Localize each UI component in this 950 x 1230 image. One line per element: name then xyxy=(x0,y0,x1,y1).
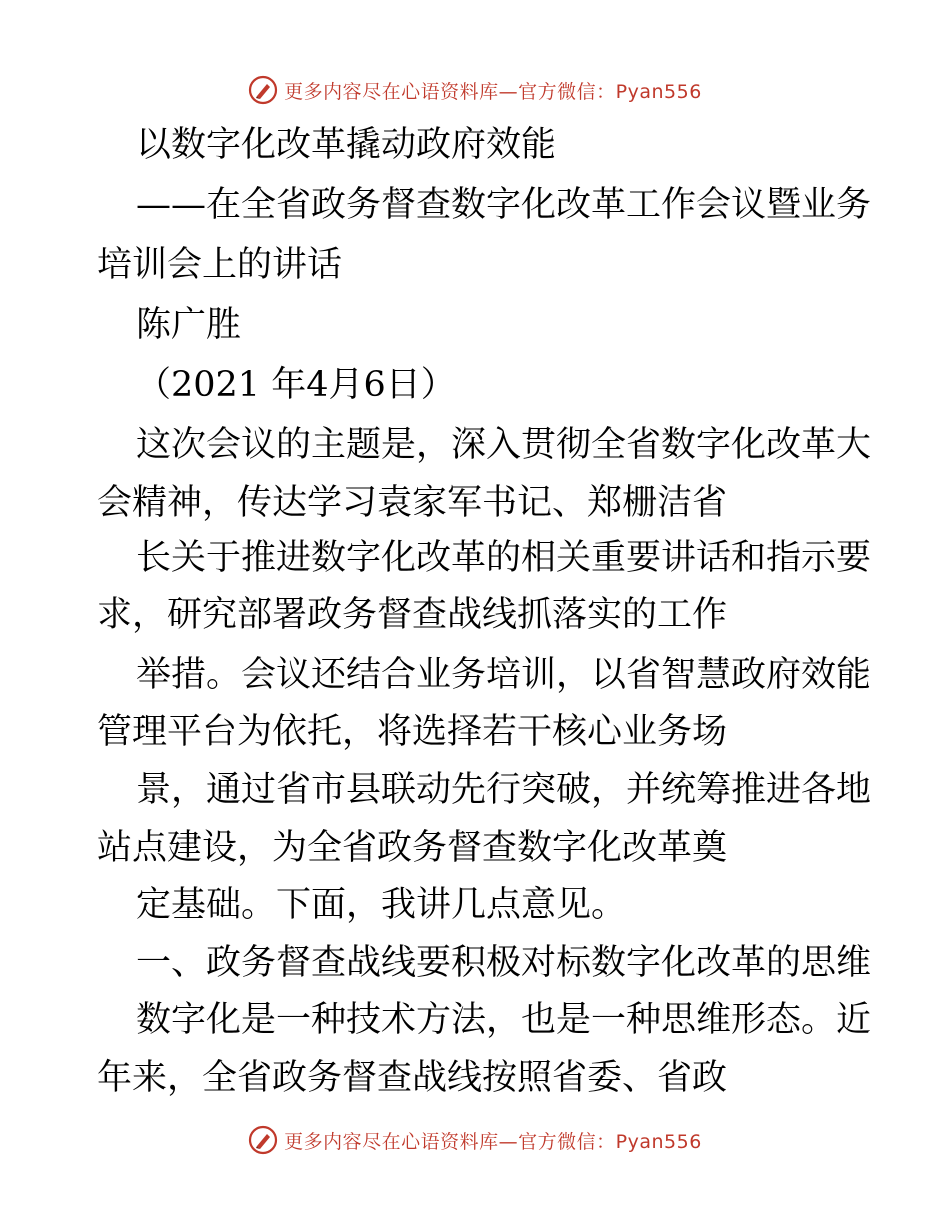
footer-watermark xyxy=(0,1120,950,1160)
body-line: 年来，全省政务督查战线按照省委、省政 xyxy=(97,1058,728,1098)
body-line: 数字化是一种技术方法，也是一种思维形态。近 xyxy=(136,1000,872,1040)
body-line: 定基础。下面，我讲几点意见。 xyxy=(136,885,627,925)
document-subtitle-line-1: ——在全省政务督查数字化改革工作会议暨业务 xyxy=(136,185,872,225)
pen-logo-icon xyxy=(248,75,278,105)
document-author: 陈广胜 xyxy=(136,305,242,345)
header-watermark xyxy=(0,70,950,110)
document-subtitle-line-2: 培训会上的讲话 xyxy=(97,245,343,285)
body-line: 这次会议的主题是，深入贯彻全省数字化改革大 xyxy=(136,425,872,465)
body-line: 举措。会议还结合业务培训，以省智慧政府效能 xyxy=(136,655,872,695)
document-title: 以数字化改革撬动政府效能 xyxy=(136,125,557,165)
watermark-text: 更多内容尽在心语资料库—官方微信：Pyan556 xyxy=(284,1130,702,1153)
document-date: （2021 年4月6日） xyxy=(136,365,456,405)
body-line: 站点建设，为全省政务督查数字化改革奠 xyxy=(97,828,728,868)
body-line: 管理平台为依托，将选择若干核心业务场 xyxy=(97,712,728,752)
watermark-text: 更多内容尽在心语资料库—官方微信：Pyan556 xyxy=(284,80,702,103)
body-line: 会精神，传达学习袁家军书记、郑栅洁省 xyxy=(97,483,728,523)
body-line: 长关于推进数字化改革的相关重要讲话和指示要 xyxy=(136,538,872,578)
section-heading: 一、政务督查战线要积极对标数字化改革的思维 xyxy=(136,943,872,983)
body-line: 求，研究部署政务督查战线抓落实的工作 xyxy=(97,595,728,635)
body-line: 景，通过省市县联动先行突破，并统筹推进各地 xyxy=(136,770,872,810)
pen-logo-icon xyxy=(248,1125,278,1155)
